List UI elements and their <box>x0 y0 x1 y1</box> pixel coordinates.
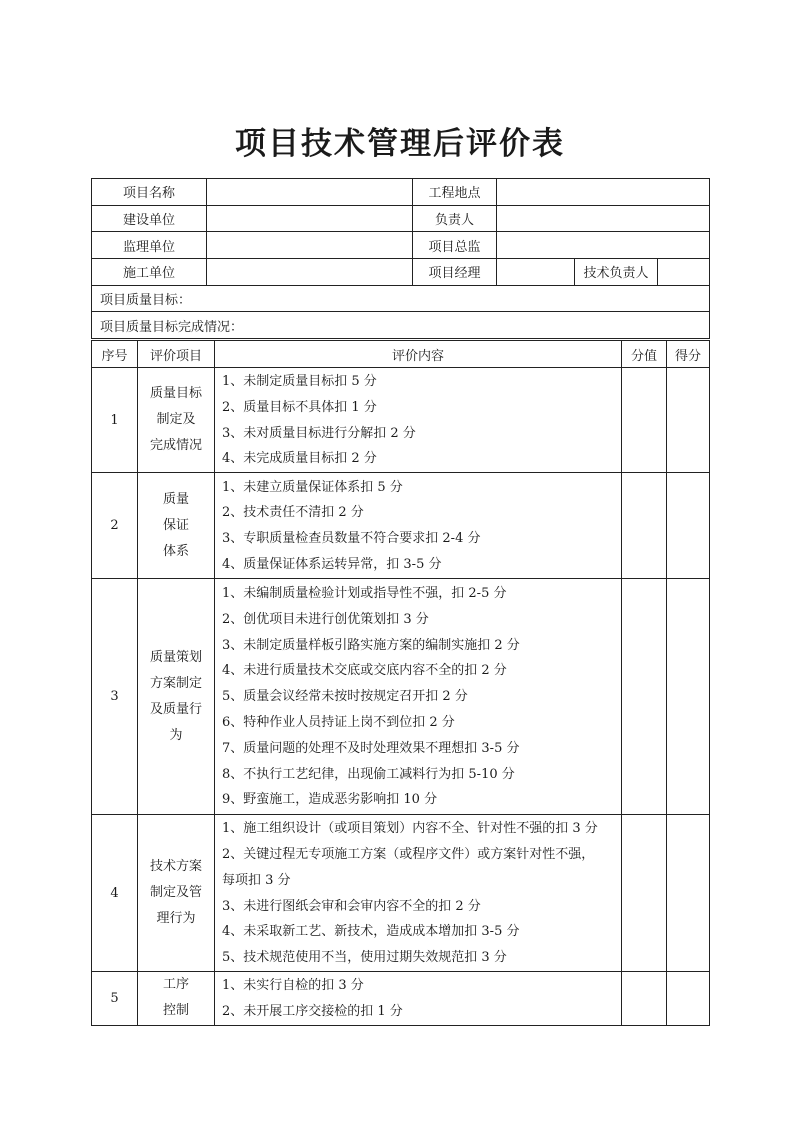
row-number: 1 <box>92 368 138 473</box>
row-item-line: 质量目标 <box>149 386 202 402</box>
criterion-line: 2、创优项目未进行创优策划扣 3 分 <box>222 611 429 627</box>
row-item-line: 质量 <box>162 491 189 507</box>
supervision-unit-field[interactable] <box>207 232 413 259</box>
row-item-line: 体系 <box>162 543 189 559</box>
header-score: 分值 <box>622 341 667 368</box>
criterion-line: 4、未进行质量技术交底或交底内容不全的扣 2 分 <box>222 663 507 679</box>
criterion-line: 1、施工组织设计（或项目策划）内容不全、针对性不强的扣 3 分 <box>222 821 598 837</box>
criterion-line: 2、技术责任不清扣 2 分 <box>222 505 364 521</box>
table-row <box>92 473 710 579</box>
header-item: 评价项目 <box>138 341 215 368</box>
criterion-line: 1、未编制质量检验计划或指导性不强，扣 2-5 分 <box>222 586 507 602</box>
tech-responsible-field[interactable] <box>658 259 710 286</box>
location-label: 工程地点 <box>413 179 497 206</box>
row-item-line: 制定及管 <box>149 885 202 901</box>
table-header-row <box>92 341 710 368</box>
criterion-line: 5、技术规范使用不当，使用过期失效规范扣 3 分 <box>222 950 507 966</box>
criterion-line: 3、专职质量检查员数量不符合要求扣 2-4 分 <box>222 531 481 547</box>
score-cell[interactable] <box>622 368 667 473</box>
points-cell[interactable] <box>667 815 710 972</box>
points-cell[interactable] <box>667 368 710 473</box>
row-item <box>138 368 215 473</box>
score-cell[interactable] <box>622 473 667 579</box>
row-item-line: 保证 <box>162 517 189 533</box>
row-item <box>138 972 215 1026</box>
header-content: 评价内容 <box>215 341 622 368</box>
page-title: 项目技术管理后评价表 <box>235 126 565 162</box>
row-content <box>215 368 622 473</box>
criterion-line: 4、未完成质量目标扣 2 分 <box>222 451 377 467</box>
quality-goal-label: 项目质量目标： <box>92 285 710 312</box>
criterion-line: 1、未实行自检的扣 3 分 <box>222 978 364 994</box>
row-item-line: 质量策划 <box>149 649 202 665</box>
row-item-line: 技术方案 <box>149 859 202 875</box>
row-number: 3 <box>92 579 138 815</box>
location-field[interactable] <box>497 179 710 206</box>
criterion-line: 2、关键过程无专项施工方案（或程序文件）或方案针对性不强， <box>222 847 595 863</box>
criterion-line: 每项扣 3 分 <box>222 872 291 888</box>
project-manager-label: 项目经理 <box>413 259 497 286</box>
table-row <box>92 368 710 473</box>
table-row <box>92 972 710 1026</box>
row-item-line: 制定及 <box>156 412 196 428</box>
row-item <box>138 815 215 972</box>
score-cell[interactable] <box>622 972 667 1026</box>
builder-unit-label: 施工单位 <box>92 259 207 286</box>
construction-unit-label: 建设单位 <box>92 205 207 232</box>
criterion-line: 2、质量目标不具体扣 1 分 <box>222 399 377 415</box>
row-item-line: 及质量行 <box>149 701 202 717</box>
criterion-line: 1、未建立质量保证体系扣 5 分 <box>222 479 403 495</box>
table-row <box>92 579 710 815</box>
criterion-line: 4、未采取新工艺、新技术，造成成本增加扣 3-5 分 <box>222 924 520 940</box>
points-cell[interactable] <box>667 473 710 579</box>
criterion-line: 3、未制定质量样板引路实施方案的编制实施扣 2 分 <box>222 637 520 653</box>
row-item <box>138 579 215 815</box>
row-item-line: 控制 <box>162 1003 189 1019</box>
points-cell[interactable] <box>667 579 710 815</box>
header-no: 序号 <box>92 341 138 368</box>
tech-responsible-label: 技术负责人 <box>575 259 658 286</box>
responsible-label: 负责人 <box>413 205 497 232</box>
row-content <box>215 473 622 579</box>
supervision-unit-label: 监理单位 <box>92 232 207 259</box>
criterion-line: 6、特种作业人员持证上岗不到位扣 2 分 <box>222 715 455 731</box>
row-item-line: 方案制定 <box>149 675 202 691</box>
header-points: 得分 <box>667 341 710 368</box>
criterion-line: 8、不执行工艺纪律，出现偷工减料行为扣 5-10 分 <box>222 766 515 782</box>
score-cell[interactable] <box>622 579 667 815</box>
criterion-line: 3、未对质量目标进行分解扣 2 分 <box>222 425 416 441</box>
builder-unit-field[interactable] <box>207 259 413 286</box>
evaluation-table <box>91 340 710 1026</box>
responsible-field[interactable] <box>497 205 710 232</box>
criterion-line: 3、未进行图纸会审和会审内容不全的扣 2 分 <box>222 898 481 914</box>
row-content <box>215 815 622 972</box>
row-number: 2 <box>92 473 138 579</box>
row-item <box>138 473 215 579</box>
project-name-field[interactable] <box>207 179 413 206</box>
project-name-label: 项目名称 <box>92 179 207 206</box>
row-item-line: 为 <box>169 727 183 743</box>
row-number: 4 <box>92 815 138 972</box>
chief-supervisor-label: 项目总监 <box>413 232 497 259</box>
construction-unit-field[interactable] <box>207 205 413 232</box>
row-item-line: 理行为 <box>156 911 196 927</box>
criterion-line: 7、质量问题的处理不及时处理效果不理想扣 3-5 分 <box>222 740 520 756</box>
points-cell[interactable] <box>667 972 710 1026</box>
criterion-line: 5、质量会议经常未按时按规定召开扣 2 分 <box>222 689 468 705</box>
row-number: 5 <box>92 972 138 1026</box>
criterion-line: 9、野蛮施工，造成恶劣影响扣 10 分 <box>222 792 438 808</box>
criterion-line: 1、未制定质量目标扣 5 分 <box>222 374 377 389</box>
project-info-table <box>91 178 710 339</box>
criterion-line: 2、未开展工序交接检的扣 1 分 <box>222 1003 403 1019</box>
score-cell[interactable] <box>622 815 667 972</box>
row-content <box>215 972 622 1026</box>
row-content <box>215 579 622 815</box>
quality-completion-label: 项目质量目标完成情况： <box>92 312 710 339</box>
project-manager-field[interactable] <box>497 259 575 286</box>
row-item-line: 工序 <box>162 977 189 993</box>
table-row <box>92 815 710 972</box>
row-item-line: 完成情况 <box>149 438 202 454</box>
criterion-line: 4、质量保证体系运转异常，扣 3-5 分 <box>222 556 442 572</box>
chief-supervisor-field[interactable] <box>497 232 710 259</box>
